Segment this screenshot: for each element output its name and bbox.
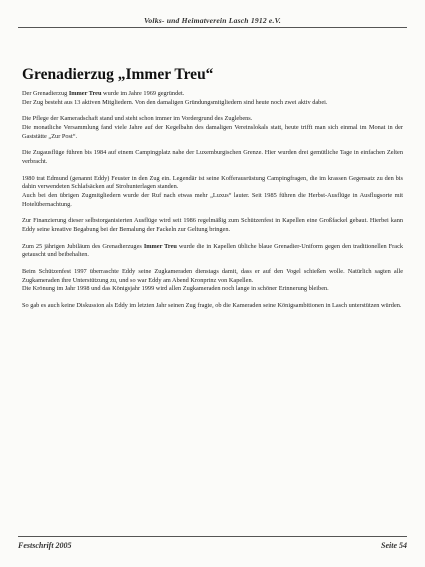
paragraph-text: Die Pflege der Kameradschaft stand und steht schon immer im Vordergrund des Zuglebens. [22, 115, 253, 123]
paragraph [22, 175, 403, 209]
header-rule [18, 27, 407, 28]
paragraph-text: Der Grenadierzug Immer Treu wurde im Jahre 1969 gegründet. [22, 90, 185, 97]
footer-publication: Festschrift 2005 [18, 541, 72, 550]
paragraph-text: Die monatliche Versammlung fand viele Jahre auf der Kegelbahn des damaligen Vereinslokals statt, heute trifft man sich einmal im Monat in der Gaststätte „Zur Post“. [22, 123, 403, 140]
paragraph-text: 1980 trat Edmund (genannt Eddy) Feuster in den Zug ein. Legendär ist seine Kofferausrüstung Campingfragen, die im krassen Gegensatz zu den bis dahin verwendeten Schlafsäcken auf Strohunterlagen standen. [22, 174, 403, 191]
paragraph [22, 268, 403, 294]
paragraph [22, 217, 403, 234]
paragraph-text: Beim Schützenfest 1997 überraschte Eddy seine Zugkameraden dienstags damit, dass er auf den Vogel schießen wolle. Natürlich sagten alle Zugkameraden ihre Unterstützung zu, und so war Eddy am Abend Kronprinz von Kapellen. [22, 268, 403, 284]
footer-rule [18, 536, 407, 537]
paragraph-text: Der Zug besteht aus 13 aktiven Mitgliedern. Von den damaligen Gründungsmitgliedern sind heute noch zwei aktiv dabei. [22, 98, 328, 106]
paragraph-text: Die Zugausflüge führen bis 1984 auf einem Campingplatz nahe der Luxemburgischen Grenze. Hier wurden drei gemütliche Tage in einfachen Zelten verbracht. [22, 149, 403, 165]
page-title: Grenadierzug „Immer Treu“ [22, 66, 214, 83]
paragraph-text: Auch bei den übrigen Zugmitgliedern wurde der Ruf nach etwas mehr „Luxus“ lauter. Seit 1985 führen die Herbst-Ausflüge in Ausflugsorte mit Hotelübernachtung. [22, 191, 403, 208]
paragraph [22, 243, 403, 260]
paragraph-text: Zur Finanzierung dieser selbstorganisierten Ausflüge wird seit 1986 regelmäßig zum Schützenfest in Kapellen eine Großfackel gebaut. Hierbei kann Eddy seine kreative Begabung bei der Bemalung der Fackeln zur Geltung bringen. [22, 217, 403, 233]
paragraph-text: So gab es auch keine Diskussion als Eddy im letzten Jahr seinen Zug fragte, ob die Kameraden seine Königsambitionen in Lasch unterstützen würden. [22, 302, 402, 309]
paragraph [22, 149, 403, 166]
paragraph-text: Zum 25 jährigen Jubiläum des Grenadierzuges Immer Treu wurde die in Kapellen übliche blaue Grenadier-Uniform gegen den traditionellen Frack getauscht und beibehalten. [22, 242, 404, 259]
running-header: Volks- und Heimatverein Lasch 1912 e.V. [144, 16, 281, 25]
article-body [22, 90, 403, 319]
paragraph [22, 115, 403, 141]
paragraph [22, 302, 403, 311]
paragraph-text: Die Krönung im Jahr 1998 und das Königsjahr 1999 wird allen Zugkameraden noch lange in schöner Erinnerung bleiben. [22, 285, 329, 293]
paragraph [22, 90, 403, 107]
page-number: Seite 54 [381, 541, 407, 550]
